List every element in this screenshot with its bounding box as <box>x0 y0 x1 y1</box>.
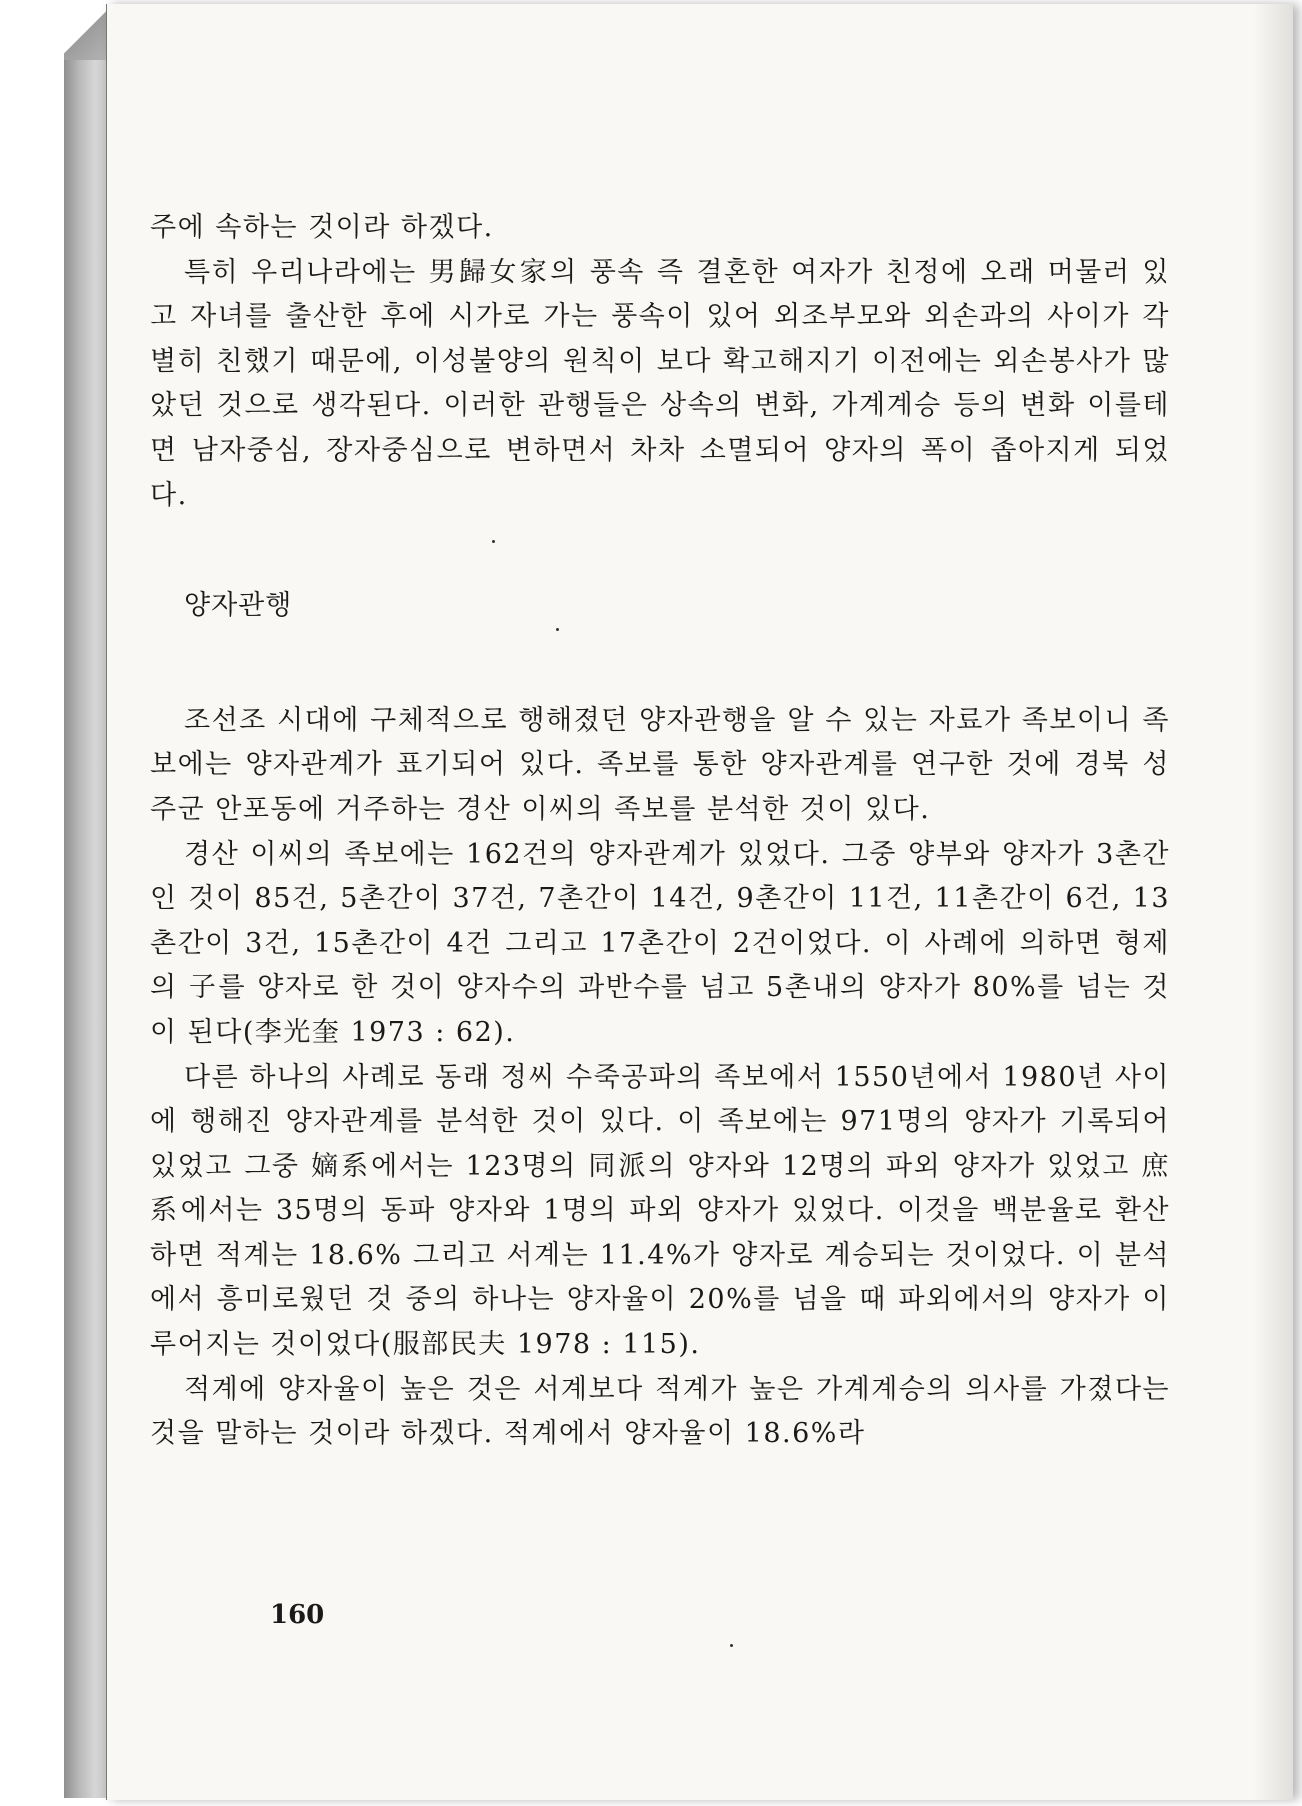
page-edge-shadow <box>1253 4 1293 1800</box>
book-spine-top <box>64 0 112 60</box>
book-spine <box>64 8 108 1798</box>
spacer <box>150 518 1170 584</box>
page-number: 160 <box>270 1600 325 1630</box>
scan-speck <box>556 628 559 631</box>
scan-speck <box>730 1644 733 1647</box>
paragraph-continued: 주에 속하는 것이라 하겠다. <box>150 212 494 243</box>
section-heading: 양자관행 <box>184 590 293 622</box>
page-text <box>150 206 1170 1457</box>
scan-speck <box>492 540 495 543</box>
paragraph: 경산 이씨의 족보에는 162건의 양자관계가 있었다. 그중 양부와 양자가 3촌간인 것이 85건, 5촌간이 37건, 7촌간이 14건, 9촌간이 11건, 11촌간이 6건, 13촌간이 3건, 15촌간이 4건 그리고 17촌간이 2건이었다. 이 사례에 의하면 형제의 子를 양자로 한 것이 양자수의 과반수를 넘고 5촌내의 양자가 80%를 넘는 것이 된다(李光奎 1973 : 62). <box>150 838 1170 1048</box>
spacer <box>150 629 1170 699</box>
paragraph: 다른 하나의 사례로 동래 정씨 수죽공파의 족보에서 1550년에서 1980년 사이에 행해진 양자관계를 분석한 것이 있다. 이 족보에는 971명의 양자가 기록되어 있었고 그중 嫡系에서는 123명의 同派의 양자와 12명의 파외 양자가 있었고 庶系에서는 35명의 동파 양자와 1명의 파외 양자가 있었다. 이것을 백분율로 환산하면 적계는 18.6% 그리고 서계는 11.4%가 양자로 계승되는 것이었다. 이 분석에서 흥미로웠던 것 중의 하나는 양자율이 20%를 넘을 때 파외에서의 양자가 이루어지는 것이었다(服部民夫 1978 : 115). <box>150 1061 1170 1361</box>
paragraph: 적계에 양자율이 높은 것은 서계보다 적계가 높은 가계계승의 의사를 가졌다는 것을 말하는 것이라 하겠다. 적계에서 양자율이 18.6%라 <box>150 1373 1170 1450</box>
paragraph: 조선조 시대에 구체적으로 행해졌던 양자관행을 알 수 있는 자료가 족보이니 족보에는 양자관계가 표기되어 있다. 족보를 통한 양자관계를 연구한 것에 경북 성주군 안포동에 거주하는 경산 이씨의 족보를 분석한 것이 있다. <box>150 704 1170 825</box>
paragraph: 특히 우리나라에는 男歸女家의 풍속 즉 결혼한 여자가 친정에 오래 머물러 있고 자녀를 출산한 후에 시가로 가는 풍속이 있어 외조부모와 외손과의 사이가 각별히 친했기 때문에, 이성불양의 원칙이 보다 확고해지기 이전에는 외손봉사가 많았던 것으로 생각된다. 이러한 관행들은 상속의 변화, 가계계승 등의 변화 이를테면 남자중심, 장자중심으로 변하면서 차차 소멸되어 양자의 폭이 좁아지게 되었다. <box>150 256 1170 511</box>
